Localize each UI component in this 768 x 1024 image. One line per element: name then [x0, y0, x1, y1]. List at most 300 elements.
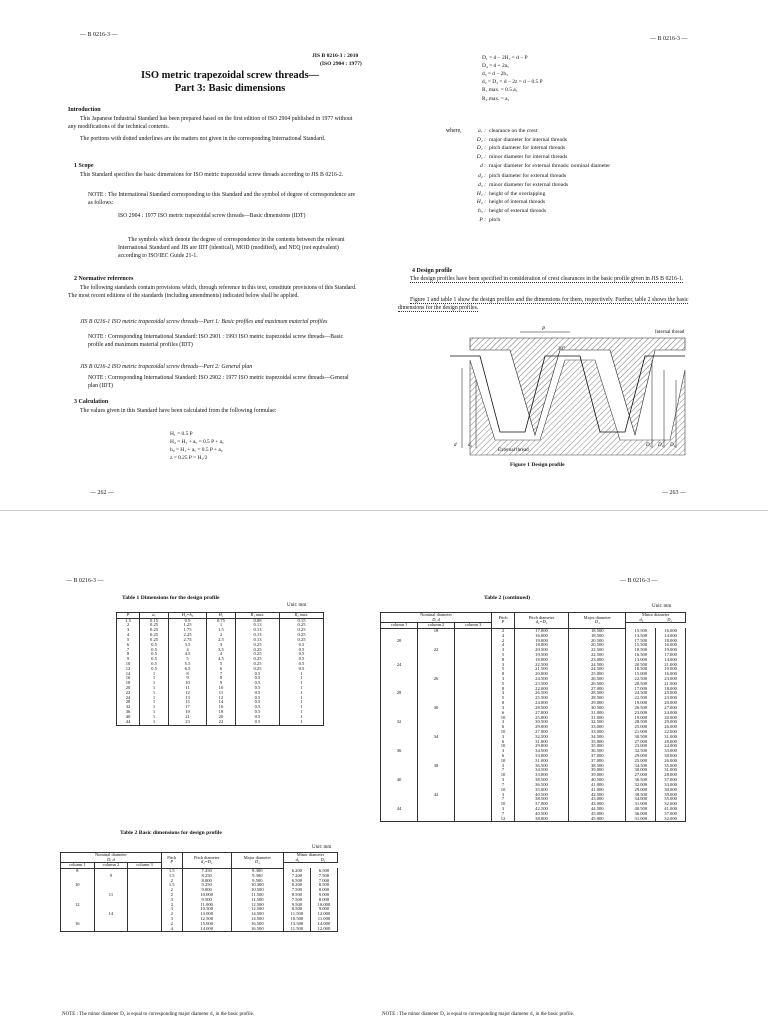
table-cell: 3 [117, 628, 140, 633]
table-cell: 34.000 [626, 797, 656, 802]
page-header-left: — B 0216-3 — [80, 32, 118, 38]
table2-title: Table 2 Basic dimensions for design profile [120, 830, 222, 836]
definition-row: D₂ : pitch diameter for internal threads [476, 145, 566, 152]
table-cell: 40.500 [514, 793, 568, 798]
table-cell: 30.000 [656, 788, 686, 793]
table-cell: 8 [169, 672, 207, 677]
table-cell: 17.000 [514, 628, 568, 633]
table-cell: 18 [418, 628, 455, 633]
table-cell: 30.500 [569, 706, 626, 711]
table-cell: 2 [161, 922, 182, 927]
table-cell: 24.000 [656, 711, 686, 716]
table-cell: 17.000 [656, 653, 686, 658]
table-cell: 0.13 [236, 638, 280, 643]
table2-continued-note: NOTE : The minor diameter D₁ is equal to corresponding major diameter d₁ in the basic profile. [382, 1012, 575, 1017]
table-cell: 35.000 [569, 744, 626, 749]
table-cell: 33.000 [656, 749, 686, 754]
table-cell: 0.13 [236, 623, 280, 628]
table-cell: 20 [381, 639, 418, 644]
table-cell: 10 [117, 662, 140, 667]
table-cell: 2 [492, 628, 515, 633]
table-cell: 38.500 [569, 764, 626, 769]
table-cell: 36 [381, 749, 418, 754]
table-cell: 0.5 [140, 648, 169, 653]
definition-row: d : major diameter for external threads: nominal diameter [479, 162, 611, 169]
table-cell: 16.000 [656, 672, 686, 677]
table-cell: 16.000 [514, 634, 568, 639]
pitch-label: P [542, 327, 546, 332]
scope-symbols-text: The symbols which denote the degree of correspondence in the contents between the relevant International Standard and JIS are IDT (identical), MOD (modified), and NEQ (not equivalent) according to ISO/IEC Guide 21-1. [118, 237, 345, 259]
table-cell: 20.000 [514, 672, 568, 677]
svg-text:D₂: D₂ [658, 443, 664, 448]
table-cell: 43.000 [569, 797, 626, 802]
table-cell: 22 [117, 691, 140, 696]
design-paragraph-1: The design profiles have been specified in consideration of crest clearances in the basic profile given in JIS B 0216-1. [410, 276, 684, 282]
table-cell: 1 [279, 700, 323, 705]
table-cell: 10.000 [182, 893, 231, 898]
table-cell: 10 [492, 730, 515, 735]
table-cell: 0.5 [236, 705, 280, 710]
table-cell: 38 [418, 764, 455, 769]
design-paragraph-2: Figure 1 and table 1 show the design profiles and the dimensions for them, respectively. Further, table 2 shows the basic dimensions for the design profiles. [398, 297, 689, 311]
table-cell: 37.000 [514, 802, 568, 807]
table1-row [117, 720, 324, 725]
table-cell: 0.5 [140, 643, 169, 648]
table-cell: 36.000 [626, 812, 656, 817]
table-cell: 18.000 [514, 658, 568, 663]
table-cell: 4 [169, 648, 207, 653]
table-cell: 13.500 [626, 634, 656, 639]
table-cell: 2.25 [169, 633, 207, 638]
table-cell: 19.000 [656, 667, 686, 672]
table-cell: 31.000 [569, 711, 626, 716]
table-cell: 19.500 [514, 653, 568, 658]
table-cell: 16.500 [626, 653, 656, 658]
table-cell: 36.500 [514, 764, 568, 769]
table-cell: 9 [206, 681, 235, 686]
table-cell: 1.25 [169, 623, 207, 628]
table-cell: 1 [140, 715, 169, 720]
table-cell: 14.000 [656, 658, 686, 663]
table-cell: 17 [169, 705, 207, 710]
table-cell: 0.25 [236, 657, 280, 662]
title-line-2: Part 3: Basic dimensions [174, 82, 286, 94]
table-cell: 9.000 [310, 893, 337, 898]
table-cell: 33.000 [514, 773, 568, 778]
table-cell: 32.000 [656, 817, 686, 822]
table-cell: 25.000 [514, 716, 568, 721]
table2: Nominal diameter D, d Pitch P Pitch diameter d₂=D₂ Major diameter D₄ Minor diameter d₃ D₁ column 1 column 2 column 3 8 1.5 7.250 8.300 6.200 6.500 9 1.5 8.250 9.300 7.200 7.500 2 8.000 9.500 6.500 7.000 10 1.5 9.250 10.300 8.200 8.500 2 9.000 10.500 7.500 8.000 11 2 10.000 11.500 8.500 9.000 3 9.500 11.500 7.500 8.000 12 2 11.000 12.500 9.500 10.000 3 10.500 12.500 8.500 9.000 14 2 13.000 14.500 11.500 12.000 3 12.500 14.500 10.500 11.000 16 2 15.000 16.500 13.500 14.000 4 14.000 16.500 11.500 12.000 [60, 852, 338, 932]
table-cell: 0.25 [279, 623, 323, 628]
jis-reference: JIS B 0216-3 : 2010 [312, 53, 359, 59]
svg-text:D₄: D₄ [670, 443, 676, 448]
table-cell: 13 [169, 696, 207, 701]
table-cell: 22.500 [626, 696, 656, 701]
intro-paragraph-1: This Japanese Industrial Standard has been prepared based on the first edition of ISO 2904 published in 1977 without any modifications of the technical contents. [68, 116, 353, 130]
table-cell: 19.000 [656, 648, 686, 653]
table-cell: 0.5 [236, 686, 280, 691]
table-cell: 10 [492, 759, 515, 764]
table-cell: 2 [161, 888, 182, 893]
table-cell: 26.000 [656, 759, 686, 764]
table-cell: 0.25 [236, 662, 280, 667]
table-cell: 16.000 [656, 628, 686, 633]
table-cell: 22 [418, 648, 455, 653]
table-cell: 23.000 [569, 658, 626, 663]
svg-text:d: d [454, 443, 457, 448]
table-cell: 24.500 [569, 663, 626, 668]
table-cell: 26.500 [514, 691, 568, 696]
table-cell: 29.000 [569, 701, 626, 706]
table-cell: 32.500 [514, 735, 568, 740]
table-cell: 12 [61, 903, 95, 908]
table-cell: 14 [117, 672, 140, 677]
table-cell: 1.5 [206, 628, 235, 633]
table-cell: 9 [169, 676, 207, 681]
table-cell: 42.500 [569, 793, 626, 798]
table-cell: 10.500 [283, 917, 310, 922]
table-cell: 18.500 [626, 667, 656, 672]
table-cell: 0.9 [169, 618, 207, 623]
scope-iso-line: ISO 2904 : 1977 ISO metric trapezoidal screw threads—Basic dimensions (IDT) [118, 213, 306, 219]
table-cell: 22 [206, 720, 235, 725]
table-cell: 5.5 [169, 662, 207, 667]
table-cell: 16.500 [231, 927, 283, 932]
table-cell [381, 817, 418, 822]
table-cell: 24.500 [514, 677, 568, 682]
table-cell: 5 [117, 638, 140, 643]
table-cell: 40 [381, 778, 418, 783]
normref-item-2-note: NOTE : Corresponding International Standard: ISO 2902 : 1977 ISO metric trapezoidal screw threads—General plan (IDT) [88, 375, 349, 389]
table-cell: 0.25 [279, 638, 323, 643]
table-cell: 5 [492, 653, 515, 658]
table-cell: 11.500 [283, 912, 310, 917]
table-cell: 16.000 [656, 643, 686, 648]
table-cell: 0.25 [236, 643, 280, 648]
table-cell: 35.000 [569, 740, 626, 745]
table-cell: 13.000 [626, 658, 656, 663]
table-cell: 0.5 [140, 667, 169, 672]
table-cell: 10.500 [182, 907, 231, 912]
table-cell: 0.5 [236, 691, 280, 696]
table-cell: 2 [161, 903, 182, 908]
table-cell: 1 [140, 686, 169, 691]
intro-heading: Introduction [68, 107, 101, 113]
table-cell: 1.5 [161, 883, 182, 888]
table-cell: 31.000 [626, 817, 656, 822]
table-cell: 36 [117, 710, 140, 715]
table-cell: 9.500 [182, 898, 231, 903]
table-cell: 0.5 [279, 662, 323, 667]
formula: R₂ max. = a꜀ [482, 95, 510, 102]
table-cell: 22.000 [514, 687, 568, 692]
table2-row [61, 927, 338, 932]
table-cell: 15.000 [626, 672, 656, 677]
table-cell: 1 [140, 696, 169, 701]
table-cell: 29.000 [514, 744, 568, 749]
table-cell: 9.500 [283, 903, 310, 908]
table-cell: 0.25 [236, 652, 280, 657]
table2-continued: Nominal diameter D, d Pitch P Pitch diameter d₂=D₂ Major diameter D₄ Minor diameter d₃ D₁ column 1 column 2 column 3 18 2 17.000 18.500 15.500 16.000 4 16.000 18.500 13.500 14.000 20 2 19.000 20.500 17.500 18.000 4 18.000 20.500 15.500 16.000 22 3 20.500 22.500 18.500 19.000 5 19.500 22.500 16.500 17.000 8 18.000 23.000 13.000 14.000 24 3 22.500 24.500 20.500 21.000 5 21.500 24.500 18.500 19.000 8 20.000 25.000 15.000 16.000 26 3 24.500 26.500 22.500 23.000 5 23.500 26.500 20.500 21.000 8 22.000 27.000 17.000 18.000 28 3 26.500 28.500 24.500 25.000 5 25.500 28.500 22.500 23.000 8 24.000 29.000 19.000 20.000 30 3 28.500 30.500 26.500 27.000 6 27.000 31.000 23.000 24.000 10 25.000 31.000 19.000 20.000 32 3 30.500 32.500 28.500 29.000 6 29.000 33.000 25.000 26.000 10 27.000 33.000 21.000 22.000 34 3 32.500 34.500 30.500 31.000 6 31.000 35.000 27.000 28.000 10 29.000 35.000 23.000 24.000 36 3 34.500 36.500 32.500 33.000 6 33.000 37.000 29.000 30.000 10 31.000 37.000 25.000 26.000 38 3 36.500 38.500 34.500 35.000 7 34.500 39.000 30.000 31.000 10 33.000 39.000 27.000 28.000 40 3 38.500 40.500 36.500 37.000 7 36.500 41.000 32.000 33.000 10 35.000 41.000 29.000 30.000 42 3 40.500 42.500 38.500 39.000 7 38.500 43.000 34.000 35.000 10 37.000 43.000 31.000 32.000 44 3 42.500 44.500 40.500 41.000 7 40.500 45.000 36.000 37.000 12 38.000 45.000 31.000 32.000 [380, 612, 686, 822]
table-cell: 22.500 [626, 677, 656, 682]
table-cell: 1 [140, 720, 169, 725]
table-cell: 7 [492, 768, 515, 773]
table-cell: 16.500 [231, 922, 283, 927]
table-cell: 34.500 [514, 749, 568, 754]
formula: H₁ = 0.5 P [170, 431, 193, 437]
table-cell: 14 [94, 912, 128, 917]
table-cell: 20 [117, 686, 140, 691]
table-cell: 6 [492, 740, 515, 745]
table-cell: 35.000 [514, 788, 568, 793]
table-cell: 15 [169, 700, 207, 705]
table-cell: 19.000 [626, 716, 656, 721]
table-cell: 1 [279, 681, 323, 686]
table-cell: 20.500 [626, 663, 656, 668]
table-cell: 41.000 [569, 783, 626, 788]
table-cell: 1.5 [161, 868, 182, 873]
table-cell: 18 [206, 710, 235, 715]
table-cell: 3 [492, 677, 515, 682]
table-cell: 27.000 [626, 773, 656, 778]
table-cell: 30.000 [656, 754, 686, 759]
table-cell: 3 [161, 898, 182, 903]
table-cell: 10.300 [231, 883, 283, 888]
table-cell: 41.000 [656, 807, 686, 812]
formula-block-left [170, 430, 224, 462]
table-cell: 4 [206, 652, 235, 657]
table-cell: 18.500 [569, 634, 626, 639]
table-cell: 8.300 [231, 868, 283, 873]
table-cell: 0.5 [236, 710, 280, 715]
table-cell: 6.5 [169, 667, 207, 672]
external-thread-region [470, 360, 685, 455]
iso-reference: (ISO 2904 : 1977) [320, 61, 362, 67]
table-cell: 4 [492, 643, 515, 648]
table-cell: 8 [117, 652, 140, 657]
table-cell: 25.500 [514, 696, 568, 701]
definition-row: d₂ : pitch diameter for external threads [477, 173, 567, 180]
table-cell: 8 [492, 701, 515, 706]
table-cell: 10 [169, 681, 207, 686]
table-cell: 1 [140, 705, 169, 710]
table-cell: 0.13 [236, 628, 280, 633]
definition-row: h₃ : height of external threads [477, 207, 547, 214]
table-cell: 0.25 [140, 638, 169, 643]
table-cell: 34.500 [514, 768, 568, 773]
table-cell: 25.000 [656, 691, 686, 696]
table-cell: 0.13 [236, 633, 280, 638]
table-cell: 8 [492, 672, 515, 677]
table-cell: 0.5 [279, 667, 323, 672]
table-cell: 8.000 [310, 898, 337, 903]
table-cell: 43.000 [569, 802, 626, 807]
table-cell: 0.15 [140, 618, 169, 623]
calc-heading: 3 Calculation [74, 399, 109, 405]
table-cell: 23.000 [626, 711, 656, 716]
table-cell: 27.000 [514, 730, 568, 735]
table-cell: 18.000 [656, 687, 686, 692]
table-cell: 31.000 [626, 802, 656, 807]
table-cell: 8.500 [283, 893, 310, 898]
table-cell: 3.5 [206, 648, 235, 653]
table-cell: 17.500 [626, 639, 656, 644]
table1-unit: Unit: mm [287, 603, 307, 608]
table-cell: 10 [206, 686, 235, 691]
table-cell: 8.000 [182, 879, 231, 884]
table-cell: 29.000 [656, 720, 686, 725]
document-title [110, 70, 350, 95]
table-cell: 1 [206, 623, 235, 628]
formula: D₁ = d − 2H₁ = d − P [482, 55, 528, 61]
table-cell: 32.500 [569, 720, 626, 725]
table-cell: 8.500 [283, 907, 310, 912]
table-cell: 12 [492, 817, 515, 822]
table-cell: 2 [161, 912, 182, 917]
table-cell: 38.500 [514, 797, 568, 802]
table-cell [455, 817, 492, 822]
table-cell: 23.500 [514, 682, 568, 687]
table-cell: 26.500 [626, 706, 656, 711]
table-cell: 38.500 [514, 778, 568, 783]
table-cell: 3 [492, 735, 515, 740]
table2-continued-title: Table 2 (continued) [484, 595, 531, 601]
table-cell: 21.000 [656, 682, 686, 687]
table-cell: 0.5 [279, 643, 323, 648]
table-cell: 0.75 [206, 618, 235, 623]
page-header-bottom-right: — B 0216-3 — [620, 578, 658, 584]
page-number-262: — 262 — [90, 490, 114, 496]
table-cell: 1 [279, 686, 323, 691]
table-cell: 15.500 [626, 628, 656, 633]
table-cell: 26 [418, 677, 455, 682]
table-cell: 14.000 [656, 634, 686, 639]
where-label: where, [446, 128, 462, 134]
svg-text:d₂: d₂ [468, 443, 473, 448]
table-cell: 3 [492, 691, 515, 696]
table-cell: 1 [140, 691, 169, 696]
table-cell: 2.5 [206, 638, 235, 643]
definition-row: D₁ : minor diameter for internal threads [476, 153, 568, 160]
table-cell: 37.000 [569, 759, 626, 764]
table-cell: 1 [279, 691, 323, 696]
table2-note: NOTE : The minor diameter D₁ is equal to corresponding major diameter d₁ in the basic profile. [62, 1012, 255, 1017]
table-cell: 32 [117, 705, 140, 710]
table-cell: 25.000 [626, 725, 656, 730]
table-cell: 1 [279, 672, 323, 677]
formula: H₄ = H₁ + a꜀ = 0.5 P + a꜀ [170, 439, 224, 446]
table-cell: 14.500 [231, 912, 283, 917]
table-cell: 22.500 [569, 648, 626, 653]
table-cell: 4 [117, 633, 140, 638]
table-cell: 36.500 [569, 749, 626, 754]
table-cell: 27.000 [626, 740, 656, 745]
table-cell: 22.500 [514, 663, 568, 668]
table-cell: 30.000 [626, 768, 656, 773]
table-cell: 1 [140, 676, 169, 681]
table-cell: 5 [206, 662, 235, 667]
table-cell: 45.000 [569, 817, 626, 822]
table-cell [128, 927, 162, 932]
table-cell: 20.500 [626, 682, 656, 687]
table-cell: 8.000 [310, 888, 337, 893]
table-cell: 22.000 [656, 730, 686, 735]
table-cell: 0.25 [140, 623, 169, 628]
table-cell: 31.000 [569, 716, 626, 721]
table-cell: 1 [279, 715, 323, 720]
table-cell: 20.500 [514, 648, 568, 653]
normref-paragraph: The following standards contain provisions which, through reference in this text, constitute provisions of this Standard. The most recent editions of the standards (including amendments) indicated below shall be applied. [68, 285, 357, 299]
table-cell: 44 [117, 720, 140, 725]
table-cell: 29.000 [514, 725, 568, 730]
table-cell: 3 [492, 648, 515, 653]
table-cell: 11 [169, 686, 207, 691]
table-cell: 11.500 [231, 898, 283, 903]
table-cell: 6.500 [310, 868, 337, 873]
table-cell: 3 [492, 764, 515, 769]
table-cell: 3 [492, 749, 515, 754]
title-line-1: ISO metric trapezoidal screw threads— [140, 70, 320, 81]
table-cell: 28.500 [626, 720, 656, 725]
definition-row: a꜀ : clearance on the crest [478, 128, 538, 134]
table-cell: 26.000 [656, 725, 686, 730]
table-cell: 18.500 [626, 648, 656, 653]
table-cell: 1 [140, 681, 169, 686]
table-cell: 6 [492, 711, 515, 716]
table-cell: 28.500 [569, 691, 626, 696]
table-cell: 12.500 [182, 917, 231, 922]
table-cell: 1.5 [117, 618, 140, 623]
table-cell: 10 [492, 716, 515, 721]
formula: h₃ = H₁ + a꜀ = 0.5 P + a꜀ [170, 447, 223, 454]
table-cell: 8.250 [182, 874, 231, 879]
table-cell: 8 [206, 676, 235, 681]
page-header-right: — B 0216-3 — [650, 36, 688, 42]
table-cell: 23 [169, 720, 207, 725]
table-cell: 7.500 [283, 898, 310, 903]
table-cell: 36.500 [514, 783, 568, 788]
table-cell: 40 [117, 715, 140, 720]
table-cell: 38.500 [626, 793, 656, 798]
definition-row: H₄ : height of internal threads [476, 199, 546, 206]
table-cell: 8 [492, 658, 515, 663]
table2-unit: Unit: mm [312, 845, 332, 850]
table-cell: 0.08 [236, 618, 280, 623]
table2-continued-unit: Unit: mm [652, 604, 672, 609]
table-cell: 6 [206, 667, 235, 672]
table-cell: 12 [117, 667, 140, 672]
definition-row: D₄ : major diameter for internal threads [476, 136, 567, 143]
table-cell: 35.000 [656, 764, 686, 769]
table-cell: 23.000 [656, 696, 686, 701]
table-cell: 0.25 [140, 633, 169, 638]
external-thread-label: External thread [498, 448, 529, 453]
formula: z = 0.25 P = H₁/2 [170, 455, 208, 462]
table-cell: 10.000 [310, 903, 337, 908]
intro-paragraph-2: The portions with dotted underlines are the matters not given in the corresponding International Standard. [80, 136, 326, 142]
normref-heading: 2 Normative references [74, 276, 134, 282]
normref-item-1-note: NOTE : Corresponding International Standard: ISO 2901 : 1993 ISO metric trapezoidal screw threads—Basic profile and maximum material profiles (IDT) [88, 334, 344, 348]
table-cell: 1 [279, 696, 323, 701]
table-cell: 11.500 [283, 927, 310, 932]
table-cell: 1 [140, 672, 169, 677]
table-cell: 9 [94, 874, 128, 879]
table-cell: 31.000 [656, 735, 686, 740]
table-cell: 9.000 [182, 888, 231, 893]
design-heading: 4 Design profile [412, 268, 453, 274]
table-cell: 21.500 [514, 667, 568, 672]
table-cell: 13.000 [182, 912, 231, 917]
